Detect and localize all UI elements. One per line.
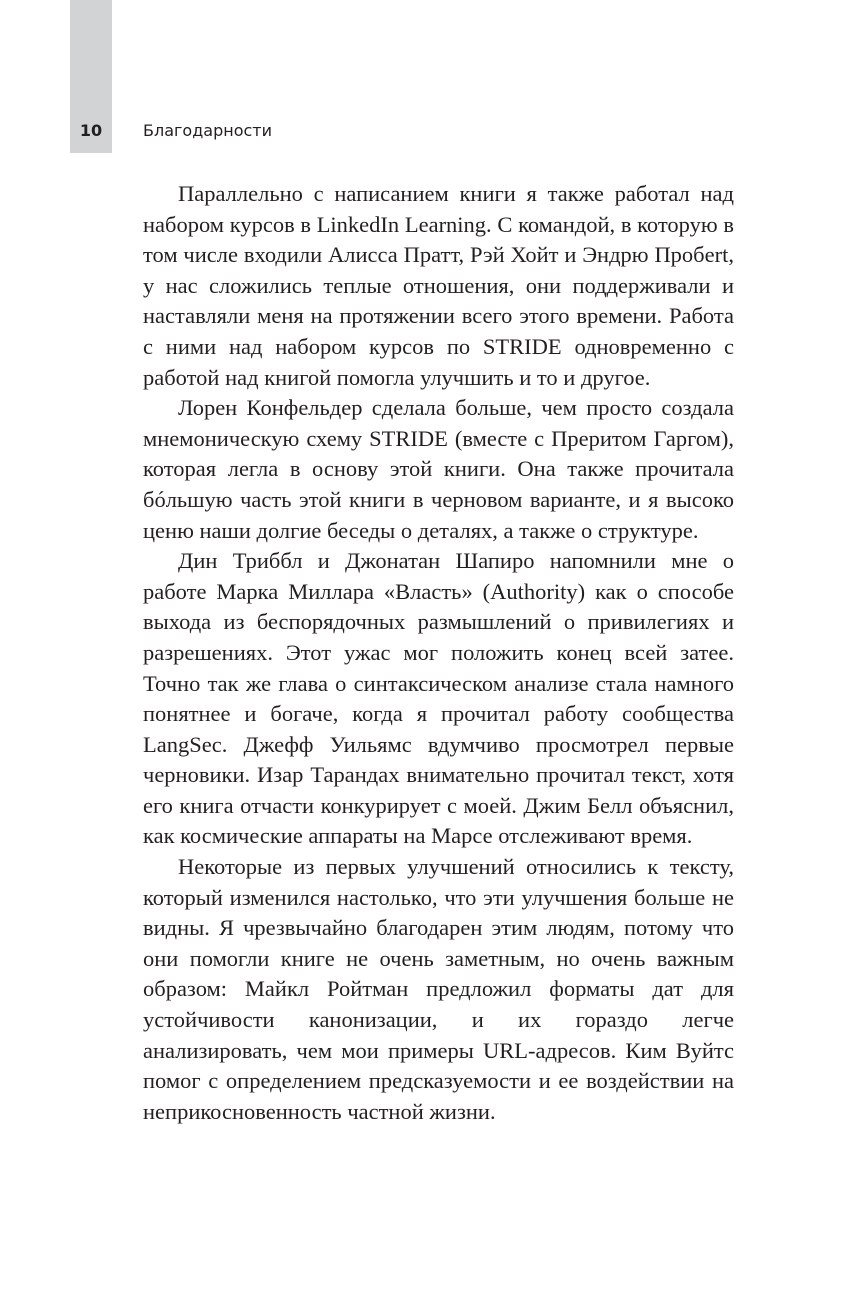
paragraph-1: Параллельно с написанием книги я также работал над набором курсов в LinkedIn Learning. С командой, в которую в том числе входили Алисса Пратт, Рэй Хойт и Эндрю Пробert, у нас сложились теплые отношения, они поддерживали и наставляли меня на протяжении всего этого времени. Работа с ними над набором курсов по STRIDE одновременно с работой над книгой помогла улучшить и то и другое. <box>143 181 734 390</box>
paragraph-3: Дин Триббл и Джонатан Шапиро напомнили мне о работе Марка Миллара «Власть» (Authority) как о способе выхода из беспорядочных размышлений о привилегиях и разрешениях. Этот ужас мог положить конец всей затее. Точно так же глава о синтаксическом анализе стала намного понятнее и богаче, когда я прочитал работу сообщества LangSec. Джефф Уильямс вдумчиво просмотрел первые черновики. Изар Тарандах внимательно прочитал текст, хотя его книга отчасти конкурирует с моей. Джим Белл объяснил, как космические аппараты на Марсе отслеживают время. <box>143 548 734 849</box>
running-head-title: Благодарности <box>143 121 272 140</box>
paragraph-2: Лорен Конфельдер сделала больше, чем просто создала мнемоническую схему STRIDE (вместе с Преритом Гаргом), которая легла в основу этой книги. Она также прочитала бóльшую часть этой книги в черновом варианте, и я высоко ценю наши долгие беседы о деталях, а также о структуре. <box>143 395 734 543</box>
paragraph-4: Некоторые из первых улучшений относились к тексту, который изменился настолько, что эти улучшения больше не видны. Я чрезвычайно благодарен этим людям, потому что они помогли книге не очень заметным, но очень важным образом: Майкл Ройтман предложил форматы дат для устойчивости канонизации, и их гораздо легче анализировать, чем мои примеры URL-адресов. Ким Вуйтс помог с определением предсказуемости и ее воздействии на неприкосновенность частной жизни. <box>143 854 734 1124</box>
page-number: 10 <box>79 121 103 140</box>
body-text <box>143 179 734 1127</box>
